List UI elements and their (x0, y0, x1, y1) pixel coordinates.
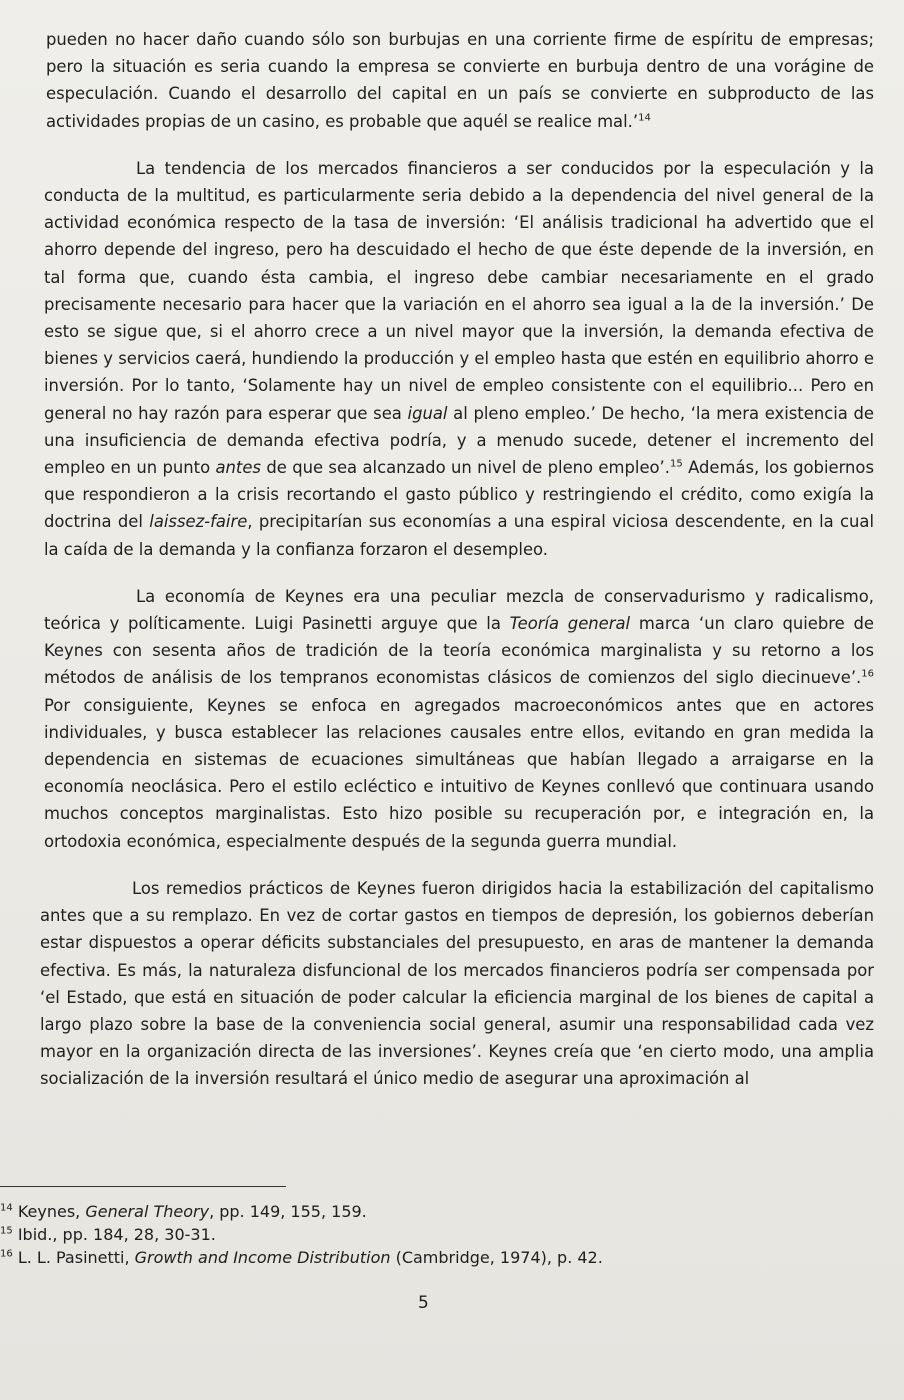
paragraph-practical-remedies (40, 875, 874, 1093)
text-run: pueden no hacer daño cuando sólo son burbujas en una corriente firme de espíritu de empresas; pero la situación es seria cuando la empresa se convierte en burbuja dentro de una vorágine de especulación. Cuando el desarrollo del capital en un país se convierte en subproducto de las actividades propias de un casino, es probable que aquél se realice mal.’ (46, 30, 874, 131)
footnotes (0, 1200, 860, 1269)
italic-run: Teoría general (509, 614, 631, 634)
text-run: La tendencia de los mercados financieros a ser conducidos por la especulación y la conducta de la multitud, es particularmente seria debido a la dependencia del nivel general de la actividad económica respecto de la tasa de inversión: ‘El análisis tradicional ha advertido que el ahorro depende del ingreso, pero ha descuidado el hecho de que éste depende de la inversión, en tal forma que, cuando ésta cambia, el ingreso debe cambiar necesariamente en el grado precisamente necesario para hacer que la variación en el ahorro sea igual a la de la inversión.’ De esto se sigue que, si el ahorro crece a un nivel mayor que la inversión, la demanda efectiva de bienes y servicios caerá, hundiendo la producción y el empleo hasta que estén en equilibrio ahorro e inversión. Por lo tanto, ‘Solamente hay un nivel de empleo consistente con el equilibrio... Pero en general no hay razón para esperar que sea (44, 158, 874, 423)
footnote-ref-16: 16 (861, 669, 874, 680)
footnote-14 (0, 1200, 860, 1223)
text-run: , precipitarían sus economías a una espiral viciosa descendente, en la cual la caída de la demanda y la confianza forzaron el desempleo. (44, 512, 875, 559)
text-run: Los remedios prácticos de Keynes fueron dirigidos hacia la estabilización del capitalismo antes que a su remplazo. En vez de cortar gastos en tiempos de depresión, los gobiernos deberían estar dispuestos a operar déficits substanciales del presupuesto, en aras de mantener la demanda efectiva. Es más, la naturaleza disfuncional de los mercados financieros podría ser compensada por ‘el Estado, que está en situación de poder calcular la eficiencia marginal de los bienes de capital a largo plazo sobre la base de la conveniencia social general, asumir una responsabilidad cada vez mayor en la organización directa de las inversiones’. Keynes creía que ‘en cierto modo, una amplia socialización de la inversión resultará el único medio de asegurar una aproximación al (40, 878, 874, 1089)
italic-run: General Theory (85, 1202, 210, 1221)
text-run: L. L. Pasinetti, (12, 1248, 135, 1267)
text-run: , pp. 149, 155, 159. (209, 1202, 367, 1221)
text-run: (Cambridge, 1974), p. 42. (390, 1248, 603, 1267)
text-run: La economía de Keynes era una peculiar mezcla de conservadurismo y radicalismo, teórica y políticamente. Luigi Pasinetti arguye que la (44, 586, 874, 634)
text-run: marca ‘un claro quiebre de Keynes con sesenta años de tradición de la teoría económica marginalista y su retorno a los métodos de análisis de los tempranos economistas clásicos de comienzos del siglo diecinueve’. (44, 614, 874, 688)
text-run: Keynes, (12, 1202, 86, 1221)
page-number: 5 (418, 1293, 429, 1313)
italic-run: Growth and Income Distribution (134, 1248, 391, 1267)
footnote-divider (0, 1186, 286, 1187)
footnote-ref-14: 14 (638, 112, 651, 124)
body-text (40, 26, 875, 1093)
paragraph-continuation (46, 26, 874, 135)
footnote-number: 15 (0, 1225, 13, 1237)
text-run: Además, los gobiernos que respondieron a la crisis recortando el gasto público y restringiendo el crédito, como exigía la doctrina del (44, 458, 874, 532)
text-run: de que sea alcanzado un nivel de pleno empleo’. (260, 458, 670, 478)
footnote-15 (0, 1223, 860, 1246)
paragraph-financial-markets (44, 155, 874, 563)
italic-run: antes (215, 458, 261, 478)
italic-run: laissez-faire (149, 512, 248, 532)
text-run: Ibid., pp. 184, 28, 30-31. (12, 1225, 216, 1244)
footnote-number: 16 (0, 1248, 13, 1260)
paragraph-keynes-economics (44, 583, 874, 855)
footnote-16 (0, 1246, 860, 1269)
text-run: Por consiguiente, Keynes se enfoca en agregados macroeconómicos antes que en actores individuales, y busca establecer las relaciones causales entre ellos, evitando en gran medida la dependencia en sistemas de ecuaciones simultáneas que habían llegado a arraigarse en la economía neoclásica. Pero el estilo ecléctico e intuitivo de Keynes conllevó que continuara usando muchos conceptos marginalistas. Esto hizo posible su recuperación por, e integración en, la ortodoxia económica, especialmente después de la segunda guerra mundial. (44, 695, 874, 851)
footnote-ref-15: 15 (669, 458, 683, 470)
footnote-number: 14 (0, 1202, 13, 1214)
italic-run: igual (407, 403, 448, 423)
text-run: al pleno empleo.’ De hecho, ‘la mera existencia de una insuficiencia de demanda efectiva podría, y a menudo sucede, detener el incremento del empleo en un punto (44, 403, 874, 478)
